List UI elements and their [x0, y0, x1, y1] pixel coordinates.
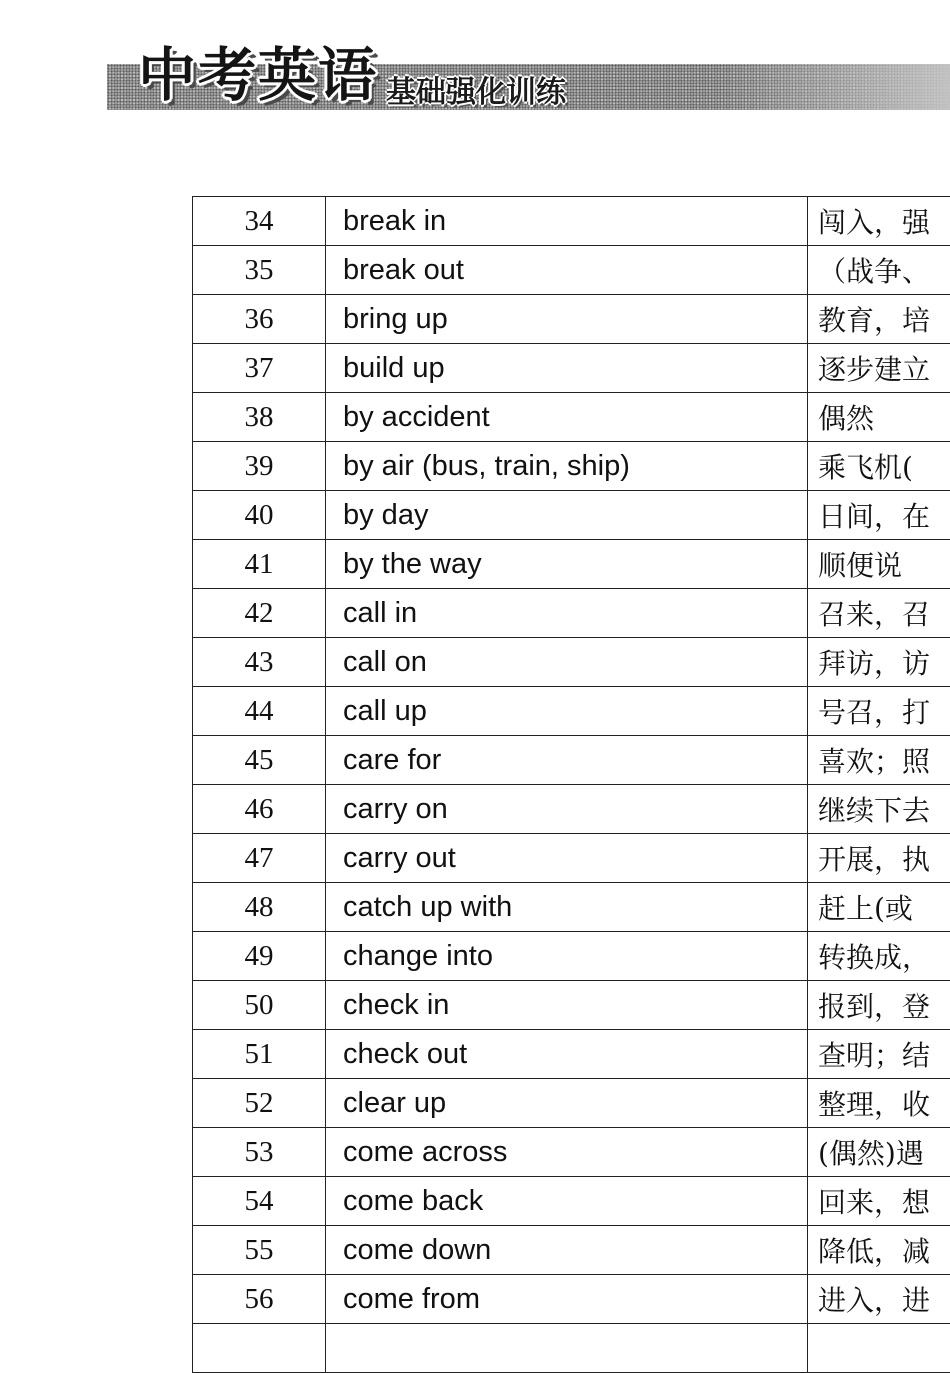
row-number: 54	[193, 1177, 326, 1226]
meaning-text: 顺便说	[808, 540, 950, 589]
table-row	[193, 932, 950, 981]
table-row	[193, 344, 950, 393]
table-row	[193, 1079, 950, 1128]
meaning-text: 进入，进	[808, 1275, 950, 1324]
meaning-text: 号召，打	[808, 687, 950, 736]
phrase-text: break in	[326, 197, 808, 246]
row-number: 51	[193, 1030, 326, 1079]
row-number: 37	[193, 344, 326, 393]
row-number: 43	[193, 638, 326, 687]
meaning-text: 整理，收	[808, 1079, 950, 1128]
phrase-table	[192, 196, 950, 1373]
meaning-text: (偶然)遇	[808, 1128, 950, 1177]
meaning-text: 拜访，访	[808, 638, 950, 687]
phrase-text	[326, 1324, 808, 1373]
meaning-text: 开展，执	[808, 834, 950, 883]
meaning-text: 报到，登	[808, 981, 950, 1030]
phrase-text: come back	[326, 1177, 808, 1226]
row-number: 45	[193, 736, 326, 785]
table-row	[193, 981, 950, 1030]
meaning-text: 喜欢；照	[808, 736, 950, 785]
row-number: 39	[193, 442, 326, 491]
table-row	[193, 687, 950, 736]
phrase-text: carry on	[326, 785, 808, 834]
table-row	[193, 540, 950, 589]
table-row	[193, 246, 950, 295]
row-number: 50	[193, 981, 326, 1030]
phrase-text: carry out	[326, 834, 808, 883]
row-number: 49	[193, 932, 326, 981]
row-number: 36	[193, 295, 326, 344]
phrase-text: come from	[326, 1275, 808, 1324]
table-row	[193, 883, 950, 932]
row-number: 52	[193, 1079, 326, 1128]
row-number: 40	[193, 491, 326, 540]
phrase-text: come across	[326, 1128, 808, 1177]
table-row	[193, 589, 950, 638]
phrase-text: bring up	[326, 295, 808, 344]
meaning-text: 回来，想	[808, 1177, 950, 1226]
row-number: 42	[193, 589, 326, 638]
row-number: 41	[193, 540, 326, 589]
meaning-text: （战争、	[808, 246, 950, 295]
meaning-text: 降低，减	[808, 1226, 950, 1275]
phrase-text: call on	[326, 638, 808, 687]
table-row	[193, 393, 950, 442]
phrase-text: call in	[326, 589, 808, 638]
table-row	[193, 1030, 950, 1079]
table-row	[193, 785, 950, 834]
row-number: 47	[193, 834, 326, 883]
table-row	[193, 834, 950, 883]
phrase-text: come down	[326, 1226, 808, 1275]
phrase-text: care for	[326, 736, 808, 785]
row-number: 46	[193, 785, 326, 834]
row-number: 55	[193, 1226, 326, 1275]
table-row	[193, 491, 950, 540]
meaning-text: 教育，培	[808, 295, 950, 344]
table-row	[193, 295, 950, 344]
row-number: 34	[193, 197, 326, 246]
phrase-text: build up	[326, 344, 808, 393]
meaning-text: 偶然	[808, 393, 950, 442]
phrase-text: by air (bus, train, ship)	[326, 442, 808, 491]
meaning-text: 转换成，	[808, 932, 950, 981]
phrase-text: change into	[326, 932, 808, 981]
meaning-text: 逐步建立	[808, 344, 950, 393]
phrase-text: call up	[326, 687, 808, 736]
table-row	[193, 1275, 950, 1324]
table-row	[193, 1128, 950, 1177]
table-row	[193, 442, 950, 491]
table-row	[193, 197, 950, 246]
phrase-text: by the way	[326, 540, 808, 589]
phrase-text: check out	[326, 1030, 808, 1079]
phrase-table-body	[193, 197, 950, 1373]
table-row	[193, 736, 950, 785]
phrase-text: by day	[326, 491, 808, 540]
meaning-text: 日间，在	[808, 491, 950, 540]
table-row	[193, 1226, 950, 1275]
meaning-text: 召来，召	[808, 589, 950, 638]
phrase-text: by accident	[326, 393, 808, 442]
meaning-text: 继续下去	[808, 785, 950, 834]
book-title-subtitle: 基础强化训练	[386, 78, 566, 110]
row-number: 44	[193, 687, 326, 736]
row-number: 35	[193, 246, 326, 295]
phrase-text: check in	[326, 981, 808, 1030]
table-row	[193, 638, 950, 687]
meaning-text: 闯入，强	[808, 197, 950, 246]
book-title-main: 中考英语	[138, 46, 378, 110]
phrase-text: clear up	[326, 1079, 808, 1128]
book-title	[138, 36, 566, 110]
row-number: 38	[193, 393, 326, 442]
meaning-text	[808, 1324, 950, 1373]
meaning-text: 赶上(或	[808, 883, 950, 932]
row-number: 56	[193, 1275, 326, 1324]
row-number: 53	[193, 1128, 326, 1177]
table-row	[193, 1324, 950, 1373]
row-number	[193, 1324, 326, 1373]
meaning-text: 查明；结	[808, 1030, 950, 1079]
phrase-text: catch up with	[326, 883, 808, 932]
row-number: 48	[193, 883, 326, 932]
table-row	[193, 1177, 950, 1226]
phrase-text: break out	[326, 246, 808, 295]
meaning-text: 乘飞机(	[808, 442, 950, 491]
header-banner-fade	[720, 64, 950, 110]
